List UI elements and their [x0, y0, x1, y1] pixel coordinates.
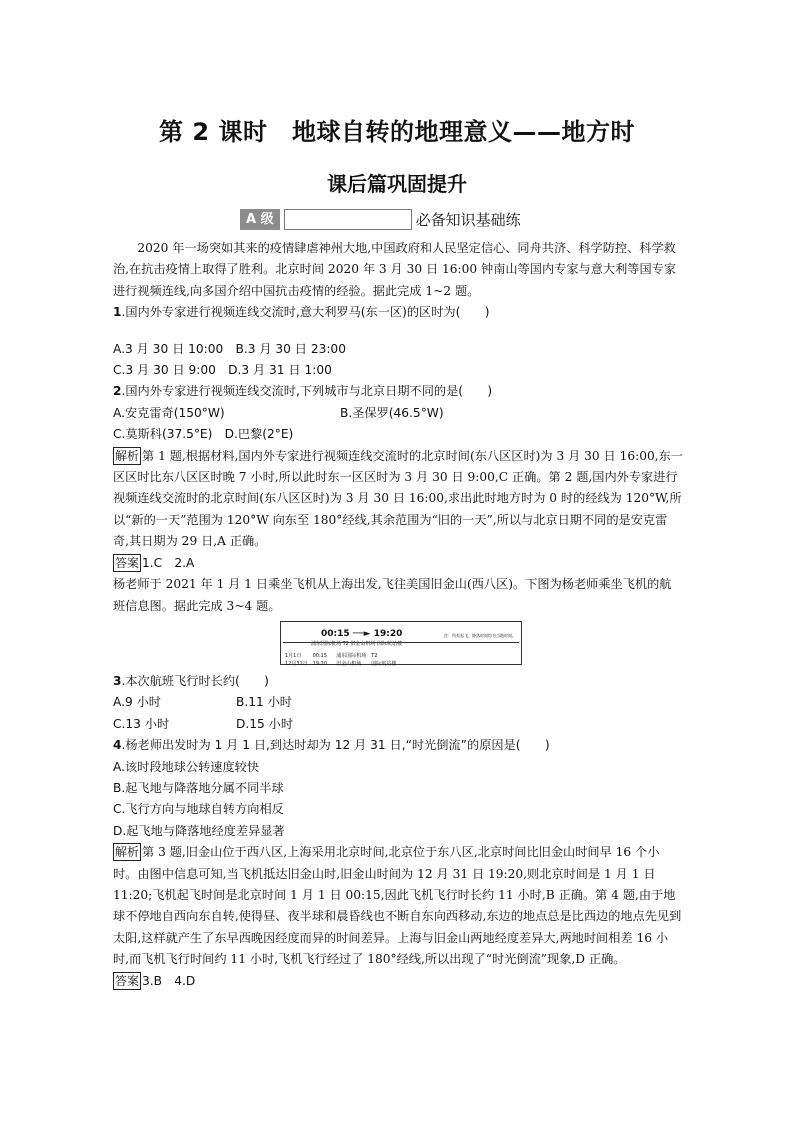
answer-tag: 答案 [115, 555, 140, 570]
question-3-option-c: C.13 小时 [113, 716, 170, 731]
question-3-options-row-1 [113, 692, 683, 713]
answer-tag: 答案 [115, 973, 140, 988]
question-1-text: .国内外专家进行视频连线交流时,意大利罗马(东一区)的区时为( ) [121, 305, 490, 320]
question-2-option-a: A.安克雷奇(150°W) [113, 405, 225, 420]
flight-figure-wrap [113, 617, 683, 671]
question-1-number: 1 [113, 305, 122, 320]
question-3-option-a: A.9 小时 [113, 695, 161, 710]
question-2-options-row-2 [113, 424, 683, 445]
question-1-options-row-2 [113, 360, 683, 381]
level-badge: A 级 [240, 209, 280, 230]
analysis-2-text: 第 3 题,旧金山位于西八区,上海采用北京时间,北京位于东八区,北京时间比旧金山时间早 16 个小时。由图中信息可知,当飞机抵达旧金山时,旧金山时间为 12 月 31 日 19:20,则北京时间是 1 月 1 日 11:20;飞机起飞时间是北京时间 1 月 1 日 00:15,因此飞机飞行时长约 11 小时,B 正确。第 4 题,由于地球不停地自西向东自转,使得昼、夜半球和晨昏线也不断自东向西移动,东边的地点总是比西边的地点先见到太阳,这样就产生了东早西晚因经度而异的时间差异。上海与旧金山两地经度差异大,两地时间相差 16 小时,而飞机飞行时间约 11 小时,飞机飞行经过了 180°经线,所以出现了“时光倒流”现象,D 正确。 [113, 845, 682, 967]
answer-1 [113, 553, 683, 574]
content [113, 238, 683, 992]
question-1-options-row-1 [113, 339, 683, 360]
question-4-option-b: B.起飞地与降落地分属不同半球 [113, 780, 284, 795]
question-4-option-d: D.起飞地与降落地经度差异显著 [113, 823, 285, 838]
flight-arrival-time: 19:20 [373, 628, 403, 639]
question-2-option-c: C.莫斯科(37.5°E) [113, 427, 213, 442]
flight-row-place: 浦东国际机场 T2 [336, 652, 378, 659]
passage-2: 杨老师于 2021 年 1 月 1 日乘坐飞机从上海出发,飞往美国旧金山(西八区)。下图为杨老师乘坐飞机的航班信息图。据此完成 3~4 题。 [113, 577, 672, 613]
analysis-1 [113, 446, 683, 553]
question-3-options-row-2 [113, 714, 683, 735]
analysis-2 [113, 842, 683, 970]
answer-gap [113, 324, 683, 339]
question-2-number: 2 [113, 384, 122, 399]
flight-divider [283, 642, 519, 643]
question-2-option-b: B.圣保罗(46.5°W) [340, 405, 444, 420]
flight-row-arrival [285, 654, 396, 675]
flight-row-place: 旧金山机场 国际航站楼 [336, 660, 397, 667]
question-1-option-c: C.3 月 30 日 9:00 [113, 363, 216, 378]
flight-note: 注：所有起飞、降落时间均为当地时间。 [444, 632, 516, 638]
level-header [240, 207, 521, 232]
flight-row-time: 19:20 [312, 660, 328, 667]
question-4-option-a: A.该时段地球公转速度较快 [113, 759, 260, 774]
level-blank-box [284, 209, 412, 230]
question-1-option-d: D.3 月 31 日 1:00 [228, 363, 332, 378]
question-4 [113, 735, 683, 756]
answer-2-text: 3.B 4.D [142, 973, 196, 988]
flight-row-date: 12月31日 [285, 660, 308, 667]
question-4-text: .杨老师出发时为 1 月 1 日,到达时却为 12 月 31 日,“时光倒流”的原因是( ) [121, 738, 550, 753]
passage-1: 2020 年一场突如其来的疫情肆虐神州大地,中国政府和人民坚定信心、同舟共济、科学防控、科学救治,在抗击疫情上取得了胜利。北京时间 2020 年 3 月 30 日 16:00 钟南山等国内专家与意大利等国专家进行视频连线,向多国介绍中国抗击疫情的经验。据此完成 1~2 题。 [113, 241, 677, 298]
question-2 [113, 381, 683, 402]
level-text: 必备知识基础练 [415, 211, 521, 229]
flight-route: 浦东国际机场 T2 旧金山机场 国际航站楼 [311, 640, 403, 647]
page-subtitle: 课后篇巩固提升 [327, 172, 467, 196]
question-3-number: 3 [113, 673, 122, 688]
flight-row-date: 1月1日 [285, 652, 302, 659]
analysis-tag: 解析 [115, 448, 140, 463]
question-2-options-row-1 [113, 403, 683, 424]
flight-info-figure [280, 621, 522, 665]
question-1-option-a: A.3 月 30 日 10:00 [113, 341, 224, 356]
question-2-text: .国内外专家进行视频连线交流时,下列城市与北京日期不同的是( ) [121, 384, 493, 399]
flight-departure-time: 00:15 [321, 628, 350, 639]
question-2-option-d: D.巴黎(2°E) [224, 427, 294, 442]
answer-2 [113, 971, 683, 992]
question-3-option-b: B.11 小时 [236, 695, 292, 710]
analysis-tag: 解析 [115, 845, 140, 860]
flight-row-time: 00:15 [312, 652, 328, 659]
question-1 [113, 302, 683, 323]
question-1-option-b: B.3 月 30 日 23:00 [235, 341, 346, 356]
question-4-number: 4 [113, 738, 122, 753]
question-3 [113, 671, 683, 692]
arrow-right-icon: ──► [352, 628, 371, 639]
analysis-1-text: 第 1 题,根据材料,国内外专家进行视频连线交流时的北京时间(东八区区时)为 3 月 30 日 16:00,东一区区时比东八区区时晚 7 小时,所以此时东一区区时为 3 月 30 日 9:00,C 正确。第 2 题,国内外专家进行视频连线交流时的北京时间(东八区区时)为 3 月 30 日 16:00,求出此时地方时为 0 时的经线为 120°W,所以“新的一天”范围为 120°W 向东至 180°经线,其余范围为“旧的一天”,所以与北京日期不同的是安克雷奇,其日期为 29 日,A 正确。 [113, 448, 683, 549]
question-3-option-d: D.15 小时 [236, 716, 294, 731]
answer-1-text: 1.C 2.A [142, 555, 195, 570]
page-title: 第 2 课时 地球自转的地理意义——地方时 [159, 118, 635, 146]
question-3-text: .本次航班飞行时长约( ) [121, 673, 269, 688]
question-4-option-c: C.飞行方向与地球自转方向相反 [113, 802, 284, 817]
